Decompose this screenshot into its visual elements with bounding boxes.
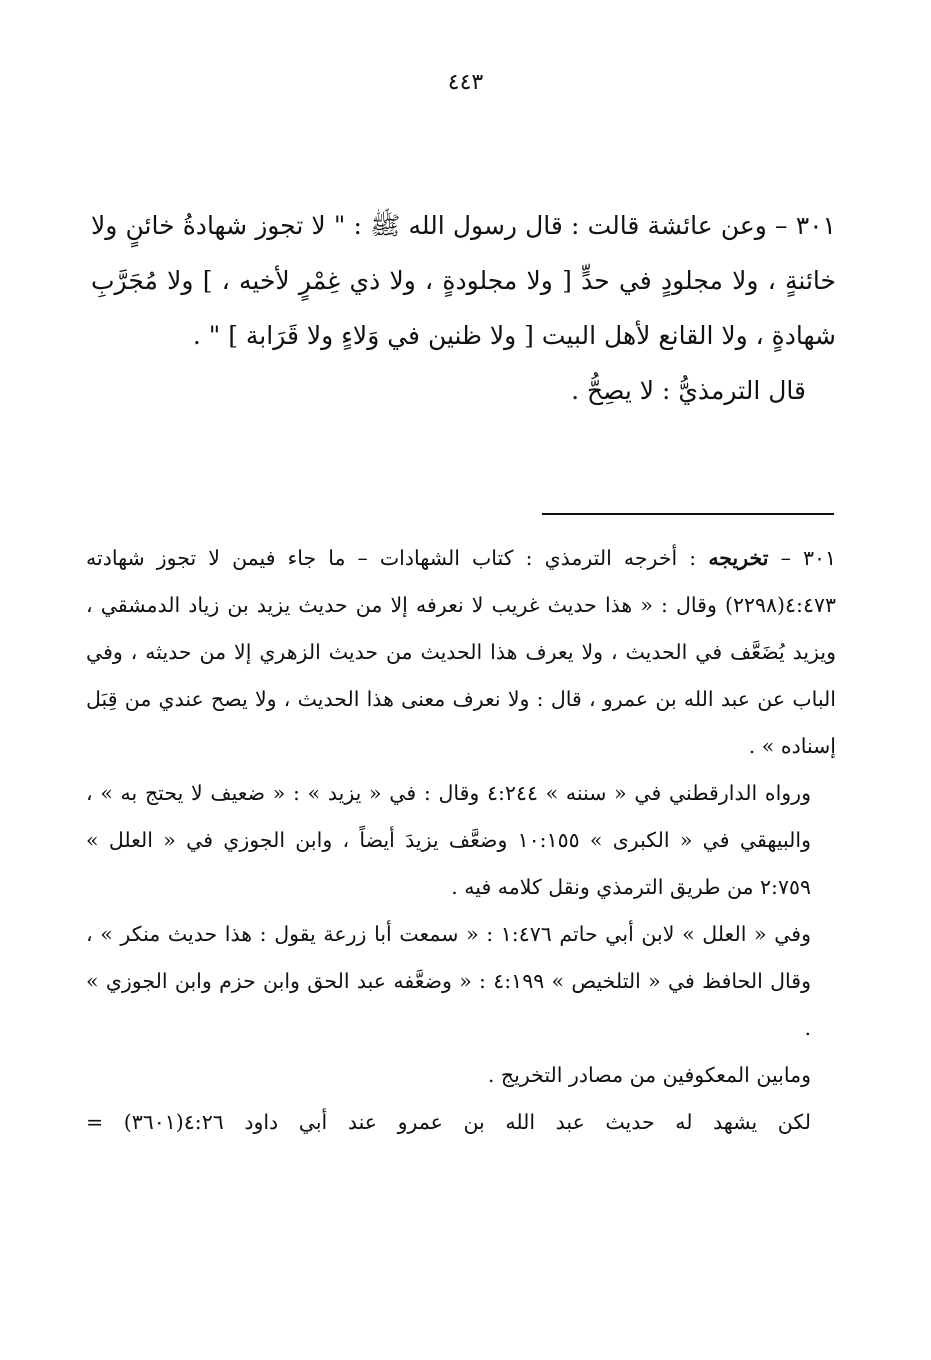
footnote-separator xyxy=(542,513,834,515)
takhrij-label: تخريجه xyxy=(708,546,769,570)
takhrij-text: : أخرجه الترمذي : كتاب الشهادات – ما جاء فيمن لا تجوز شهادته ٤:٤٧٣(٢٢٩٨) وقال : « هذا حديث غريب لا نعرفه إلا من حديث يزيد بن زياد الدمشقي ، ويزيد يُضَعَّف في الحديث ، ولا يعرف هذا الحديث من حديث الزهري إلا من حديثه ، وفي الباب عن عبد الله بن عمرو ، قال : ولا نعرف معنى هذا الحديث ، ولا يصح عندي من قِبَل إسناده » . xyxy=(86,546,836,758)
footnote-ilal: وفي « العلل » لابن أبي حاتم ١:٤٧٦ : « سمعت أبا زرعة يقول : هذا حديث منكر » ، وقال الحافظ في « التلخيص » ٤:١٩٩ : « وضعَّفه عبد الحق وابن حزم وابن الجوزي » . xyxy=(86,922,811,1040)
tirmidhi-verdict: قال الترمذيُّ : لا يصِحُّ . xyxy=(571,376,806,405)
footnote-takhrij xyxy=(86,535,836,770)
hadith-paragraph: ٣٠١ – وعن عائشة قالت : قال رسول الله ﷺ : " لا تجوز شهادةُ خائنٍ ولا خائنةٍ ، ولا مجلودٍ في حدٍّ [ ولا مجلودةٍ ، ولا ذي غِمْرٍ لأخيه ، ] ولا مُجَرَّبِ شهادةٍ ، ولا القانع لأهل البيت [ ولا ظنين في وَلاءٍ ولا قَرَابة ] " . xyxy=(91,211,836,350)
page-number: ٤٤٣ xyxy=(447,70,484,95)
footnotes xyxy=(86,535,836,1146)
footnote-brackets-note: ومابين المعكوفين من مصادر التخريج . xyxy=(487,1063,811,1087)
hadith-text xyxy=(91,198,836,418)
footnote-daraqutni: ورواه الدارقطني في « سننه » ٤:٢٤٤ وقال : في « يزيد » : « ضعيف لا يحتج به » ، والبيهقي في « الكبرى » ١٠:١٥٥ وضعَّف يزيدَ أيضاً ، وابن الجوزي في « العلل » ٢:٧٥٩ من طريق الترمذي ونقل كلامه فيه . xyxy=(86,781,811,899)
footnote-supporting-hadith: لكن يشهد له حديث عبد الله بن عمرو عند أبي داود ٤:٢٦(٣٦٠١) = xyxy=(86,1110,811,1134)
footnote-number: ٣٠١ – xyxy=(780,546,836,570)
